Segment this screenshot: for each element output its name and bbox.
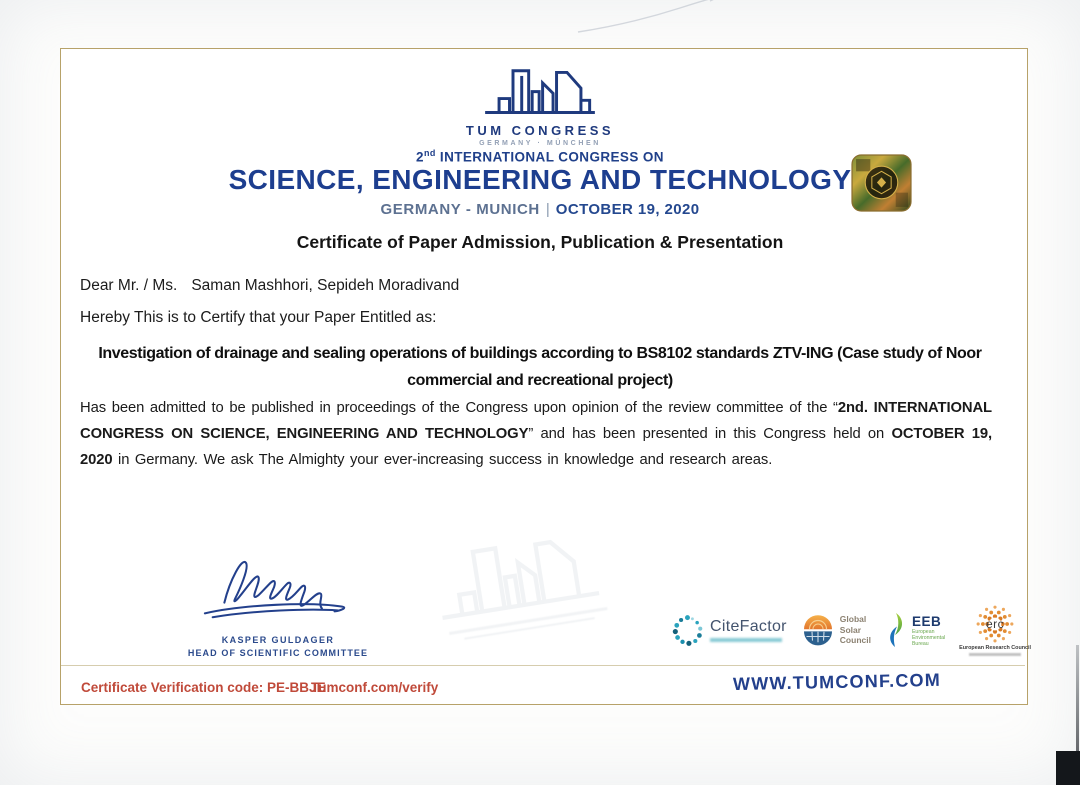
paper-title: Investigation of drainage and sealing operations of buildings according to BS8102 standards ZTV-ING (Case study of Noor commercial and recreational project) xyxy=(98,345,982,389)
congress-ordinal-line xyxy=(0,148,1080,165)
verification-code: Certificate Verification code: PE-BBJE xyxy=(81,680,326,695)
tum-congress-logo xyxy=(0,62,1080,147)
salutation-line xyxy=(80,277,459,295)
paragraph-text-2: ” and has been presented in this Congress held on xyxy=(528,425,892,442)
congress-ordinal-suffix: nd xyxy=(423,148,436,158)
logo-subtitle: GERMANY · MÜNCHEN xyxy=(479,140,601,147)
eeb-leaf-icon xyxy=(885,612,907,648)
erc-wordmark: erc xyxy=(986,617,1005,631)
admission-paragraph xyxy=(80,396,992,473)
gsc-word-solar: Solar xyxy=(839,624,862,635)
global-solar-council-icon xyxy=(801,613,835,647)
scan-fold-line xyxy=(560,0,720,36)
congress-line-rest: INTERNATIONAL CONGRESS ON xyxy=(435,149,664,165)
recipient-names: Saman Mashhori, Sepideh Moradivand xyxy=(191,277,460,294)
paragraph-text-1: Has been admitted to be published in proceedings of the Congress upon opinion of the review committee of the “ xyxy=(80,400,838,416)
partner-logos-row xyxy=(672,604,1031,656)
signature-block xyxy=(168,548,388,658)
erc-subtext-strip xyxy=(969,653,1021,656)
paragraph-bold-congress-name: 2nd. INTERNATIONAL CONGRESS ON SCIENCE, ENGINEERING AND TECHNOLOGY xyxy=(80,400,992,442)
signatory-name: KASPER GULDAGER xyxy=(221,635,335,645)
citefactor-ring-icon xyxy=(672,613,705,648)
logo-name: TUM CONGRESS xyxy=(465,123,615,138)
eeb-logo xyxy=(885,612,945,648)
handwritten-signature xyxy=(183,548,373,626)
separator: | xyxy=(545,201,550,218)
certificate-title: Certificate of Paper Admission, Publication & Presentation xyxy=(296,232,784,252)
certify-line: Hereby This is to Certify that your Paper Entitled as: xyxy=(80,309,437,326)
salutation-label: Dear Mr. / Ms. xyxy=(80,277,178,294)
holographic-security-sticker xyxy=(851,154,912,212)
location-date-line xyxy=(0,201,1080,218)
global-solar-council-logo xyxy=(801,613,871,647)
footer-band xyxy=(61,665,1025,704)
congress-number: 2 xyxy=(416,149,424,165)
date-text: OCTOBER 19, 2020 xyxy=(555,201,700,218)
gsc-word-global: Global xyxy=(839,614,867,625)
erc-logo xyxy=(959,604,1031,656)
citefactor-tagline-strip xyxy=(710,638,782,642)
signatory-title: HEAD OF SCIENTIFIC COMMITTEE xyxy=(187,648,369,658)
scan-corner-shadow xyxy=(1056,751,1080,785)
paragraph-bold-date: OCTOBER 19, 2020 xyxy=(80,425,992,468)
citefactor-wordmark: CiteFactor xyxy=(710,618,787,635)
eeb-tagline-3: Bureau xyxy=(911,640,929,647)
location-text: GERMANY - MUNICH xyxy=(380,201,540,218)
congress-title: SCIENCE, ENGINEERING AND TECHNOLOGY xyxy=(228,164,852,195)
erc-tagline: European Research Council xyxy=(959,645,1032,651)
paragraph-text-3: in Germany. We ask The Almighty your ever-increasing success in knowledge and research areas. xyxy=(112,451,773,468)
verify-url: Tumconf.com/verify xyxy=(311,680,439,695)
eeb-wordmark: EEB xyxy=(911,613,942,629)
citefactor-logo xyxy=(672,613,787,648)
eeb-tagline-2: Environmental xyxy=(911,634,946,641)
website-url: WWW.TUMCONF.COM xyxy=(732,669,942,695)
gsc-word-council: Council xyxy=(839,635,871,646)
tum-skyline-icon xyxy=(481,62,599,116)
eeb-tagline-1: European xyxy=(911,628,935,635)
